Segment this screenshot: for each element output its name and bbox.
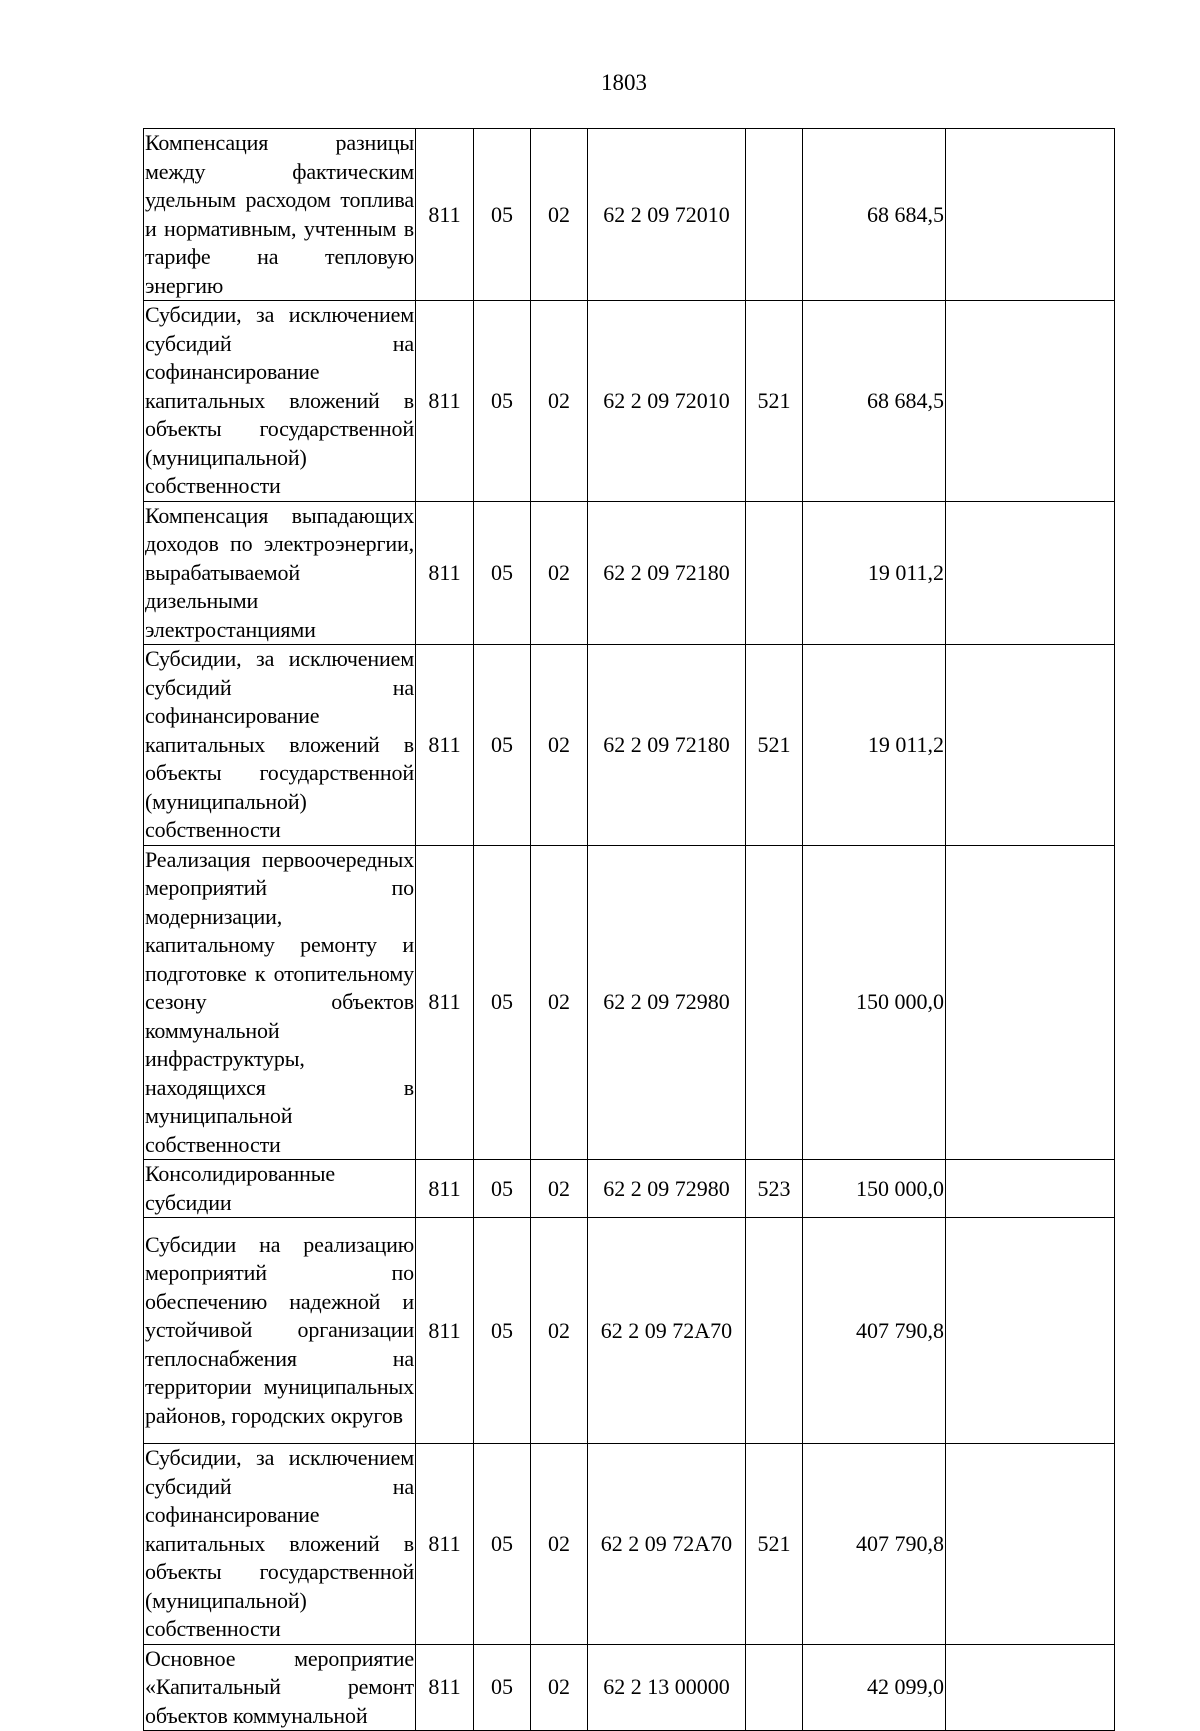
expense-type [746,501,803,645]
subsection-code: 02 [531,1444,588,1645]
subsection-code: 02 [531,129,588,301]
expense-type [746,129,803,301]
extra-cell [946,301,1115,502]
table-row [144,1218,1115,1444]
amount: 19 011,2 [803,645,946,846]
section-code: 05 [474,1218,531,1444]
extra-cell [946,645,1115,846]
target-article: 62 2 09 72010 [588,301,746,502]
subsection-code: 02 [531,645,588,846]
table-row [144,301,1115,502]
subsection-code: 02 [531,845,588,1160]
extra-cell [946,1218,1115,1444]
ministry-code: 811 [416,645,474,846]
page-number: 1803 [601,70,647,95]
budget-table [143,128,1115,1731]
amount: 68 684,5 [803,129,946,301]
ministry-code: 811 [416,1160,474,1218]
ministry-code: 811 [416,301,474,502]
ministry-code: 811 [416,501,474,645]
ministry-code: 811 [416,1644,474,1731]
row-name: Субсидии, за исключением субсидий на софинансирование капитальных вложений в объекты государственной (муниципальной) собственности [144,645,416,846]
extra-cell [946,1444,1115,1645]
extra-cell [946,845,1115,1160]
row-name: Субсидии, за исключением субсидий на софинансирование капитальных вложений в объекты государственной (муниципальной) собственности [144,1444,416,1645]
amount: 407 790,8 [803,1218,946,1444]
section-code: 05 [474,845,531,1160]
table-row [144,1444,1115,1645]
row-name: Компенсация выпадающих доходов по электроэнергии, вырабатываемой дизельными электростанциями [144,501,416,645]
expense-type [746,1644,803,1731]
table-row [144,845,1115,1160]
expense-type: 521 [746,1444,803,1645]
target-article: 62 2 09 72980 [588,1160,746,1218]
amount: 150 000,0 [803,845,946,1160]
extra-cell [946,1644,1115,1731]
row-name: Реализация первоочередных мероприятий по модернизации, капитальному ремонту и подготовке к отопительному сезону объектов коммунальной инфраструктуры, находящихся в муниципальной собственности [144,845,416,1160]
table-row [144,501,1115,645]
row-name: Основное мероприятие «Капитальный ремонт объектов коммунальной [144,1644,416,1731]
section-code: 05 [474,645,531,846]
section-code: 05 [474,301,531,502]
target-article: 62 2 13 00000 [588,1644,746,1731]
target-article: 62 2 09 72980 [588,845,746,1160]
subsection-code: 02 [531,301,588,502]
amount: 68 684,5 [803,301,946,502]
table-row [144,129,1115,301]
section-code: 05 [474,1444,531,1645]
amount: 407 790,8 [803,1444,946,1645]
target-article: 62 2 09 72180 [588,645,746,846]
row-name: Субсидии на реализацию мероприятий по обеспечению надежной и устойчивой организации теплоснабжения на территории муниципальных районов, городских округов [144,1218,416,1444]
row-name: Субсидии, за исключением субсидий на софинансирование капитальных вложений в объекты государственной (муниципальной) собственности [144,301,416,502]
expense-type [746,845,803,1160]
section-code: 05 [474,1160,531,1218]
amount: 42 099,0 [803,1644,946,1731]
amount: 150 000,0 [803,1160,946,1218]
ministry-code: 811 [416,1218,474,1444]
subsection-code: 02 [531,1160,588,1218]
target-article: 62 2 09 72А70 [588,1218,746,1444]
row-name: Консолидированные субсидии [144,1160,416,1218]
expense-type: 521 [746,301,803,502]
ministry-code: 811 [416,845,474,1160]
table-row [144,645,1115,846]
section-code: 05 [474,501,531,645]
target-article: 62 2 09 72А70 [588,1444,746,1645]
expense-type: 523 [746,1160,803,1218]
extra-cell [946,501,1115,645]
subsection-code: 02 [531,501,588,645]
expense-type [746,1218,803,1444]
subsection-code: 02 [531,1644,588,1731]
table-row [144,1160,1115,1218]
target-article: 62 2 09 72010 [588,129,746,301]
section-code: 05 [474,129,531,301]
ministry-code: 811 [416,129,474,301]
expense-type: 521 [746,645,803,846]
table-row [144,1644,1115,1731]
extra-cell [946,129,1115,301]
extra-cell [946,1160,1115,1218]
subsection-code: 02 [531,1218,588,1444]
row-name: Компенсация разницы между фактическим удельным расходом топлива и нормативным, учтенным в тарифе на тепловую энергию [144,129,416,301]
ministry-code: 811 [416,1444,474,1645]
section-code: 05 [474,1644,531,1731]
amount: 19 011,2 [803,501,946,645]
target-article: 62 2 09 72180 [588,501,746,645]
